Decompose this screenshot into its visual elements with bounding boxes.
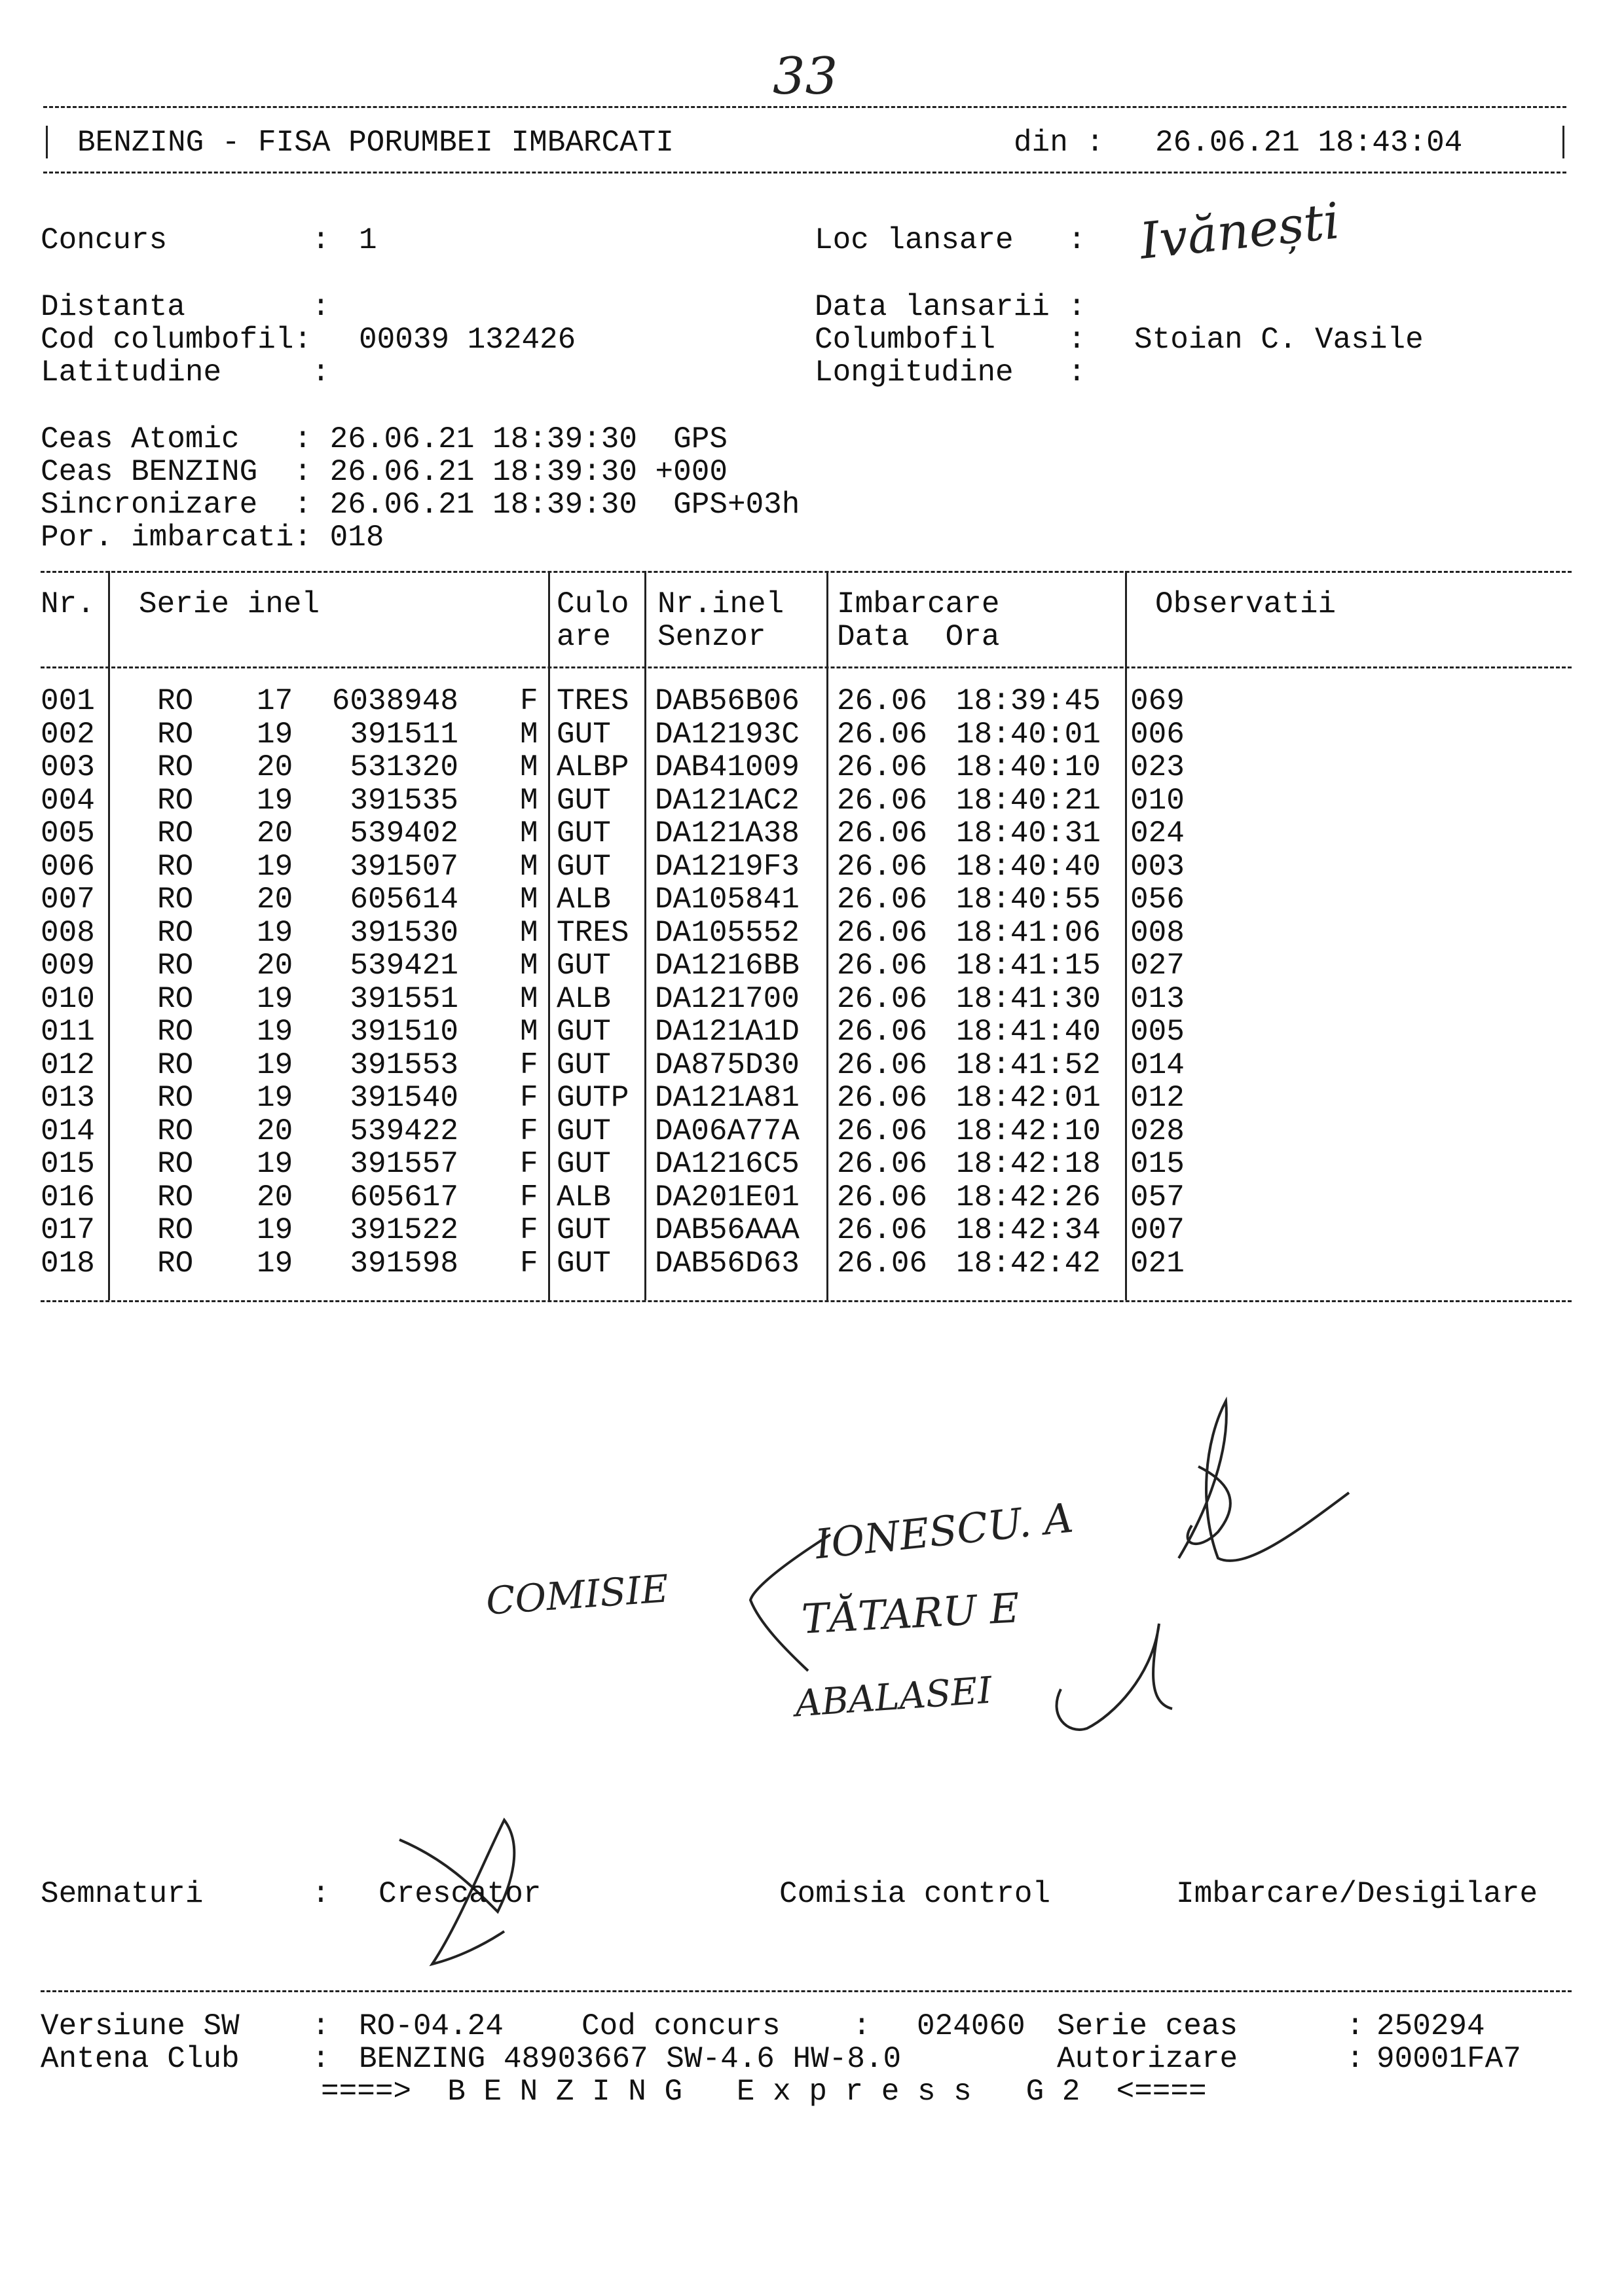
cell-senzor: DA1216C5 [655, 1147, 800, 1181]
cell-tara: RO [157, 1213, 194, 1247]
cell-culoare: GUT [557, 784, 611, 818]
cell-data: 26.06 [837, 1081, 928, 1115]
cell-ora: 18:41:15 [956, 949, 1101, 983]
cell-ora: 18:40:21 [956, 784, 1101, 818]
cell-sex: M [520, 916, 538, 950]
antena-club-value: BENZING 48903667 SW-4.6 HW-8.0 [359, 2042, 902, 2076]
page-number: 33 [773, 47, 838, 106]
cell-an: 19 [257, 1015, 293, 1049]
serie-ceas-label: Serie ceas : [1057, 2009, 1365, 2043]
cell-an: 20 [257, 816, 293, 850]
cell-culoare: GUT [557, 816, 611, 850]
cell-inel: 391535 [350, 784, 458, 818]
cell-inel: 391510 [350, 1015, 458, 1049]
cell-inel: 539421 [350, 949, 458, 983]
semnaturi-label: Semnaturi : [41, 1877, 330, 1911]
distanta-label: Distanta : [41, 290, 330, 324]
cell-observatii: 014 [1130, 1048, 1185, 1082]
cell-data: 26.06 [837, 850, 928, 884]
cell-an: 19 [257, 850, 293, 884]
cell-sex: M [520, 982, 538, 1016]
cell-data: 26.06 [837, 883, 928, 917]
cell-an: 19 [257, 982, 293, 1016]
cell-nr: 012 [41, 1048, 95, 1082]
commission-brace-stroke [750, 1535, 830, 1671]
cell-observatii: 015 [1130, 1147, 1185, 1181]
cell-sex: M [520, 1015, 538, 1049]
cell-sex: F [520, 1213, 538, 1247]
cell-inel: 391540 [350, 1081, 458, 1115]
cell-data: 26.06 [837, 718, 928, 752]
comisia-control-label: Comisia control [779, 1877, 1051, 1911]
cell-nr: 014 [41, 1114, 95, 1148]
cell-culoare: GUT [557, 718, 611, 752]
cell-culoare: GUT [557, 949, 611, 983]
cell-observatii: 003 [1130, 850, 1185, 884]
cell-ora: 18:40:40 [956, 850, 1101, 884]
cell-culoare: TRES [557, 916, 629, 950]
serie-ceas-value: 250294 [1376, 2009, 1485, 2043]
cell-observatii: 010 [1130, 784, 1185, 818]
cell-data: 26.06 [837, 982, 928, 1016]
commission-name-1: IONESCU. A [813, 1493, 1076, 1569]
cell-sex: M [520, 718, 538, 752]
cell-tara: RO [157, 718, 194, 752]
latitudine-label: Latitudine : [41, 355, 330, 390]
cell-tara: RO [157, 1247, 194, 1281]
cell-inel: 391551 [350, 982, 458, 1016]
cell-senzor: DA105841 [655, 883, 800, 917]
cell-inel: 391507 [350, 850, 458, 884]
cell-an: 17 [257, 684, 293, 718]
cell-sex: F [520, 1114, 538, 1148]
porumbei-imbarcati-line: Por. imbarcati: 018 [41, 520, 384, 555]
cell-sex: F [520, 684, 538, 718]
col-header-are: are [557, 620, 611, 654]
cell-sex: M [520, 850, 538, 884]
cell-an: 19 [257, 916, 293, 950]
cell-inel: 391522 [350, 1213, 458, 1247]
cell-culoare: ALB [557, 982, 611, 1016]
cell-ora: 18:41:30 [956, 982, 1101, 1016]
cell-nr: 011 [41, 1015, 95, 1049]
col-header-data-ora: Data Ora [837, 620, 1000, 654]
cell-an: 19 [257, 1081, 293, 1115]
cell-senzor: DA875D30 [655, 1048, 800, 1082]
cell-ora: 18:42:42 [956, 1247, 1101, 1281]
cell-nr: 004 [41, 784, 95, 818]
cell-an: 20 [257, 1114, 293, 1148]
cell-inel: 6038948 [331, 684, 458, 718]
cell-culoare: GUT [557, 1114, 611, 1148]
cell-observatii: 013 [1130, 982, 1185, 1016]
sincronizare-line: Sincronizare : 26.06.21 18:39:30 GPS+03h [41, 488, 800, 522]
ceas-benzing-line: Ceas BENZING : 26.06.21 18:39:30 +000 [41, 455, 728, 489]
cell-ora: 18:40:55 [956, 883, 1101, 917]
print-date-label: din : [1014, 126, 1105, 160]
cell-nr: 002 [41, 718, 95, 752]
cell-nr: 010 [41, 982, 95, 1016]
cell-data: 26.06 [837, 816, 928, 850]
cod-columbofil-value: 00039 132426 [359, 323, 576, 357]
cell-ora: 18:41:52 [956, 1048, 1101, 1082]
cell-tara: RO [157, 1180, 194, 1214]
cell-tara: RO [157, 684, 194, 718]
cell-data: 26.06 [837, 750, 928, 784]
cell-tara: RO [157, 1015, 194, 1049]
cell-sex: F [520, 1048, 538, 1082]
cell-culoare: GUT [557, 1147, 611, 1181]
cell-tara: RO [157, 1114, 194, 1148]
cell-an: 20 [257, 1180, 293, 1214]
cell-culoare: GUTP [557, 1081, 629, 1115]
cell-nr: 016 [41, 1180, 95, 1214]
cell-nr: 003 [41, 750, 95, 784]
cell-culoare: ALB [557, 1180, 611, 1214]
col-header-serie: Serie inel [139, 587, 320, 621]
cell-observatii: 028 [1130, 1114, 1185, 1148]
cod-concurs-label: Cod concurs : [581, 2009, 871, 2043]
cell-sex: F [520, 1081, 538, 1115]
cell-culoare: GUT [557, 1048, 611, 1082]
cell-an: 20 [257, 750, 293, 784]
benzing-express-banner: ====> B E N Z I N G E x p r e s s G 2 <==== [321, 2075, 1207, 2109]
cell-nr: 018 [41, 1247, 95, 1281]
cell-data: 26.06 [837, 1147, 928, 1181]
cell-sex: M [520, 883, 538, 917]
cell-data: 26.06 [837, 1180, 928, 1214]
cell-ora: 18:42:10 [956, 1114, 1101, 1148]
cell-tara: RO [157, 850, 194, 884]
col-header-imbarcare: Imbarcare [837, 587, 1000, 621]
cell-senzor: DA105552 [655, 916, 800, 950]
cell-sex: M [520, 784, 538, 818]
cell-an: 20 [257, 883, 293, 917]
cell-culoare: GUT [557, 850, 611, 884]
cell-culoare: TRES [557, 684, 629, 718]
autorizare-value: 90001FA7 [1376, 2042, 1521, 2076]
cell-sex: F [520, 1247, 538, 1281]
versiune-sw-value: RO-04.24 [359, 2009, 504, 2043]
cell-data: 26.06 [837, 684, 928, 718]
cell-tara: RO [157, 1081, 194, 1115]
cell-nr: 005 [41, 816, 95, 850]
print-date-value: 26.06.21 18:43:04 [1155, 126, 1463, 160]
cell-senzor: DAB56D63 [655, 1247, 800, 1281]
cell-ora: 18:42:34 [956, 1213, 1101, 1247]
commission-name-2: TĂTARU E [800, 1584, 1021, 1643]
cell-nr: 015 [41, 1147, 95, 1181]
document-title: BENZING - FISA PORUMBEI IMBARCATI [77, 126, 674, 160]
cell-culoare: ALB [557, 883, 611, 917]
cell-senzor: DA1219F3 [655, 850, 800, 884]
cell-observatii: 056 [1130, 883, 1185, 917]
col-header-senzor: Senzor [657, 620, 766, 654]
cell-inel: 539422 [350, 1114, 458, 1148]
cell-nr: 013 [41, 1081, 95, 1115]
cell-inel: 531320 [350, 750, 458, 784]
imbarcare-desigilare-label: Imbarcare/Desigilare [1176, 1877, 1538, 1911]
cell-observatii: 069 [1130, 684, 1185, 718]
cell-sex: F [520, 1180, 538, 1214]
cell-inel: 391598 [350, 1247, 458, 1281]
cell-ora: 18:39:45 [956, 684, 1101, 718]
col-header-observatii: Observatii [1155, 587, 1337, 621]
cell-nr: 009 [41, 949, 95, 983]
cell-data: 26.06 [837, 916, 928, 950]
cell-inel: 391530 [350, 916, 458, 950]
cell-nr: 001 [41, 684, 95, 718]
cell-tara: RO [157, 1048, 194, 1082]
cod-concurs-value: 024060 [917, 2009, 1025, 2043]
col-header-nrinel: Nr.inel [657, 587, 784, 621]
cell-ora: 18:42:18 [956, 1147, 1101, 1181]
cell-observatii: 012 [1130, 1081, 1185, 1115]
col-header-culo: Culo [557, 587, 629, 621]
cell-senzor: DAB56AAA [655, 1213, 800, 1247]
columbofil-value: Stoian C. Vasile [1134, 323, 1424, 357]
cell-senzor: DA121700 [655, 982, 800, 1016]
cell-an: 19 [257, 718, 293, 752]
cell-data: 26.06 [837, 1247, 928, 1281]
cell-observatii: 008 [1130, 916, 1185, 950]
cell-inel: 391511 [350, 718, 458, 752]
cell-ora: 18:42:01 [956, 1081, 1101, 1115]
loc-lansare-value: Ivănești [1137, 191, 1342, 270]
cell-tara: RO [157, 949, 194, 983]
cell-senzor: DA1216BB [655, 949, 800, 983]
cell-an: 19 [257, 1247, 293, 1281]
cell-inel: 605617 [350, 1180, 458, 1214]
cell-senzor: DAB56B06 [655, 684, 800, 718]
antena-club-label: Antena Club : [41, 2042, 330, 2076]
cell-sex: M [520, 816, 538, 850]
cell-senzor: DA201E01 [655, 1180, 800, 1214]
cell-senzor: DA12193C [655, 718, 800, 752]
ceas-atomic-line: Ceas Atomic : 26.06.21 18:39:30 GPS [41, 422, 728, 456]
cell-observatii: 023 [1130, 750, 1185, 784]
cell-observatii: 007 [1130, 1213, 1185, 1247]
cell-an: 20 [257, 949, 293, 983]
cell-observatii: 027 [1130, 949, 1185, 983]
cell-an: 19 [257, 1213, 293, 1247]
cell-observatii: 024 [1130, 816, 1185, 850]
cell-sex: F [520, 1147, 538, 1181]
cell-senzor: DA121A38 [655, 816, 800, 850]
cell-tara: RO [157, 982, 194, 1016]
crescator-label: Crescator [378, 1877, 542, 1911]
cell-inel: 391557 [350, 1147, 458, 1181]
cell-tara: RO [157, 1147, 194, 1181]
cell-observatii: 021 [1130, 1247, 1185, 1281]
cell-culoare: GUT [557, 1247, 611, 1281]
cell-culoare: GUT [557, 1213, 611, 1247]
cell-nr: 017 [41, 1213, 95, 1247]
concurs-value: 1 [359, 223, 377, 257]
cell-ora: 18:41:40 [956, 1015, 1101, 1049]
commission-name-3: ABALASEI [794, 1669, 993, 1726]
cell-senzor: DAB41009 [655, 750, 800, 784]
cell-data: 26.06 [837, 1213, 928, 1247]
signature-stroke-3 [1057, 1624, 1172, 1730]
longitudine-label: Longitudine : [815, 355, 1086, 390]
cell-observatii: 006 [1130, 718, 1185, 752]
autorizare-label: Autorizare : [1057, 2042, 1365, 2076]
loc-lansare-label: Loc lansare : [815, 223, 1086, 257]
col-header-nr: Nr. [41, 587, 95, 621]
cell-ora: 18:40:31 [956, 816, 1101, 850]
cell-culoare: GUT [557, 1015, 611, 1049]
cell-observatii: 005 [1130, 1015, 1185, 1049]
cell-senzor: DA06A77A [655, 1114, 800, 1148]
cell-senzor: DA121A1D [655, 1015, 800, 1049]
cell-data: 26.06 [837, 784, 928, 818]
cell-nr: 006 [41, 850, 95, 884]
cell-tara: RO [157, 916, 194, 950]
signature-stroke-1 [1179, 1401, 1349, 1561]
cell-ora: 18:41:06 [956, 916, 1101, 950]
cell-sex: M [520, 750, 538, 784]
cell-ora: 18:40:10 [956, 750, 1101, 784]
concurs-label: Concurs : [41, 223, 330, 257]
cell-an: 19 [257, 1147, 293, 1181]
cell-data: 26.06 [837, 1015, 928, 1049]
cell-data: 26.06 [837, 1114, 928, 1148]
cell-culoare: ALBP [557, 750, 629, 784]
cell-nr: 007 [41, 883, 95, 917]
cell-data: 26.06 [837, 949, 928, 983]
footer-top-border [41, 1990, 1572, 1992]
cell-an: 19 [257, 784, 293, 818]
cell-tara: RO [157, 784, 194, 818]
cell-senzor: DA121AC2 [655, 784, 800, 818]
cell-tara: RO [157, 816, 194, 850]
cell-nr: 008 [41, 916, 95, 950]
commission-label: COMISIE [484, 1566, 671, 1624]
cell-ora: 18:40:01 [956, 718, 1101, 752]
versiune-sw-label: Versiune SW : [41, 2009, 330, 2043]
columbofil-label: Columbofil : [815, 323, 1086, 357]
cell-data: 26.06 [837, 1048, 928, 1082]
cell-tara: RO [157, 883, 194, 917]
cell-inel: 605614 [350, 883, 458, 917]
cell-an: 19 [257, 1048, 293, 1082]
cell-inel: 539402 [350, 816, 458, 850]
cod-columbofil-label: Cod columbofil: [41, 323, 312, 357]
cell-senzor: DA121A81 [655, 1081, 800, 1115]
data-lansarii-label: Data lansarii : [815, 290, 1086, 324]
cell-tara: RO [157, 750, 194, 784]
cell-sex: M [520, 949, 538, 983]
cell-inel: 391553 [350, 1048, 458, 1082]
cell-ora: 18:42:26 [956, 1180, 1101, 1214]
cell-observatii: 057 [1130, 1180, 1185, 1214]
